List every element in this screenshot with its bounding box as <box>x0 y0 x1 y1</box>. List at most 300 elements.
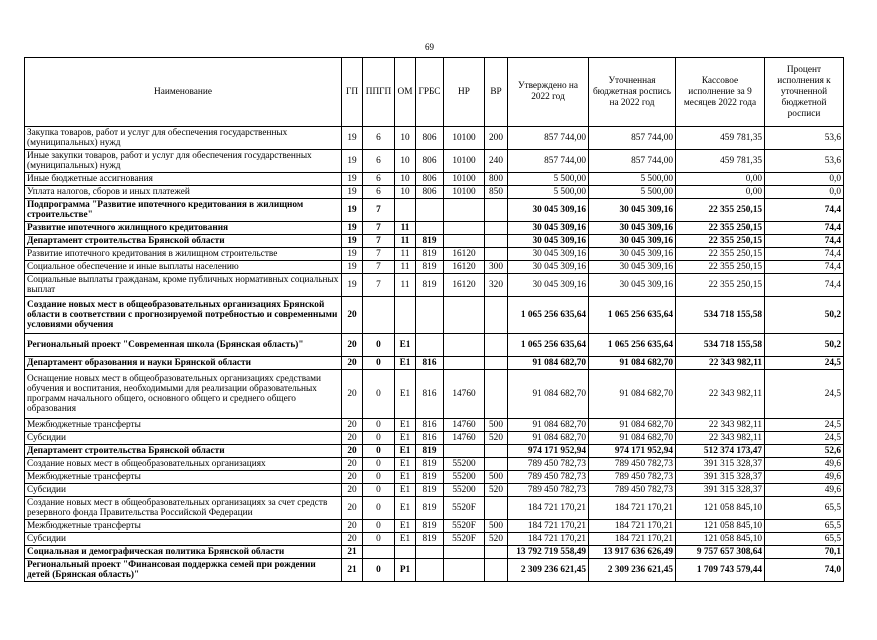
cell-cash: 121 058 845,10 <box>676 520 765 533</box>
cell-percent: 74,4 <box>765 248 844 261</box>
cell-ppgp <box>363 546 395 559</box>
cell-np <box>444 357 485 370</box>
cell-cash: 0,00 <box>676 186 765 199</box>
cell-vr: 320 <box>485 274 508 297</box>
cell-grbs: 806 <box>416 150 444 173</box>
cell-vr <box>485 297 508 334</box>
cell-om: E1 <box>395 419 416 432</box>
cell-np: 55200 <box>444 484 485 497</box>
cell-approved: 789 450 782,73 <box>508 471 589 484</box>
header-vr: ВР <box>485 58 508 127</box>
cell-percent: 24,5 <box>765 357 844 370</box>
table-row <box>25 546 844 559</box>
cell-approved: 5 500,00 <box>508 186 589 199</box>
cell-grbs: 819 <box>416 235 444 248</box>
cell-grbs <box>416 222 444 235</box>
cell-grbs: 819 <box>416 261 444 274</box>
cell-percent: 24,5 <box>765 370 844 419</box>
cell-cash: 121 058 845,10 <box>676 533 765 546</box>
cell-cash: 534 718 155,58 <box>676 334 765 357</box>
table-row <box>25 297 844 334</box>
cell-np <box>444 559 485 582</box>
cell-percent: 49,6 <box>765 471 844 484</box>
table-row <box>25 419 844 432</box>
table-row <box>25 357 844 370</box>
cell-om: E1 <box>395 370 416 419</box>
cell-om: 11 <box>395 235 416 248</box>
cell-cash: 22 355 250,15 <box>676 274 765 297</box>
cell-approved: 857 744,00 <box>508 150 589 173</box>
cell-np <box>444 199 485 222</box>
table-header-row <box>25 58 844 127</box>
cell-cash: 22 343 982,11 <box>676 419 765 432</box>
cell-percent: 74,4 <box>765 199 844 222</box>
cell-refined: 13 917 636 626,49 <box>589 546 676 559</box>
cell-grbs <box>416 559 444 582</box>
cell-name: Создание новых мест в общеобразовательных организациях <box>25 458 342 471</box>
cell-om: E1 <box>395 357 416 370</box>
cell-percent: 50,2 <box>765 297 844 334</box>
cell-ppgp: 0 <box>363 334 395 357</box>
cell-cash: 512 374 173,47 <box>676 445 765 458</box>
table-row <box>25 186 844 199</box>
cell-refined: 857 744,00 <box>589 127 676 150</box>
cell-om: 10 <box>395 173 416 186</box>
cell-grbs: 819 <box>416 497 444 520</box>
cell-vr <box>485 445 508 458</box>
header-gp: ГП <box>342 58 363 127</box>
cell-om: E1 <box>395 458 416 471</box>
cell-approved: 789 450 782,73 <box>508 458 589 471</box>
cell-gp: 20 <box>342 370 363 419</box>
cell-np: 14760 <box>444 432 485 445</box>
cell-cash: 22 355 250,15 <box>676 235 765 248</box>
header-name: Наименование <box>25 58 342 127</box>
cell-approved: 789 450 782,73 <box>508 484 589 497</box>
table-row <box>25 471 844 484</box>
cell-approved: 5 500,00 <box>508 173 589 186</box>
cell-approved: 30 045 309,16 <box>508 248 589 261</box>
cell-refined: 91 084 682,70 <box>589 357 676 370</box>
cell-refined: 30 045 309,16 <box>589 235 676 248</box>
cell-refined: 184 721 170,21 <box>589 497 676 520</box>
cell-vr: 500 <box>485 520 508 533</box>
header-percent: Процент исполнения к уточненной бюджетной росписи <box>765 58 844 127</box>
cell-om: P1 <box>395 559 416 582</box>
cell-ppgp: 6 <box>363 150 395 173</box>
cell-approved: 13 792 719 558,49 <box>508 546 589 559</box>
cell-approved: 30 045 309,16 <box>508 199 589 222</box>
cell-ppgp: 7 <box>363 274 395 297</box>
table-row <box>25 559 844 582</box>
cell-name: Департамент строительства Брянской области <box>25 445 342 458</box>
cell-ppgp: 0 <box>363 484 395 497</box>
cell-gp: 19 <box>342 173 363 186</box>
cell-name: Создание новых мест в общеобразовательных организациях за счет средств резервного фонда Правительства Российской Федерации <box>25 497 342 520</box>
cell-refined: 2 309 236 621,45 <box>589 559 676 582</box>
cell-grbs: 819 <box>416 471 444 484</box>
cell-name: Межбюджетные трансферты <box>25 471 342 484</box>
cell-grbs: 819 <box>416 445 444 458</box>
cell-grbs: 819 <box>416 248 444 261</box>
cell-om: E1 <box>395 432 416 445</box>
header-grbs: ГРБС <box>416 58 444 127</box>
cell-vr: 850 <box>485 186 508 199</box>
cell-gp: 20 <box>342 520 363 533</box>
cell-ppgp: 0 <box>363 458 395 471</box>
cell-np: 5520F <box>444 533 485 546</box>
table-row <box>25 274 844 297</box>
cell-om: 10 <box>395 150 416 173</box>
cell-vr <box>485 497 508 520</box>
cell-ppgp: 0 <box>363 559 395 582</box>
cell-percent: 24,5 <box>765 419 844 432</box>
cell-np: 55200 <box>444 471 485 484</box>
cell-gp: 19 <box>342 274 363 297</box>
cell-refined: 30 045 309,16 <box>589 248 676 261</box>
cell-refined: 30 045 309,16 <box>589 274 676 297</box>
table-row <box>25 533 844 546</box>
cell-om: 11 <box>395 261 416 274</box>
header-np: НР <box>444 58 485 127</box>
cell-percent: 53,6 <box>765 127 844 150</box>
cell-name: Межбюджетные трансферты <box>25 520 342 533</box>
cell-vr: 300 <box>485 261 508 274</box>
cell-ppgp: 0 <box>363 357 395 370</box>
cell-cash: 22 355 250,15 <box>676 261 765 274</box>
cell-np <box>444 297 485 334</box>
cell-percent: 0,0 <box>765 173 844 186</box>
cell-percent: 74,4 <box>765 222 844 235</box>
cell-np: 14760 <box>444 370 485 419</box>
cell-vr: 200 <box>485 127 508 150</box>
cell-name: Субсидии <box>25 484 342 497</box>
cell-cash: 1 709 743 579,44 <box>676 559 765 582</box>
cell-np: 10100 <box>444 186 485 199</box>
cell-percent: 65,5 <box>765 497 844 520</box>
cell-approved: 1 065 256 635,64 <box>508 297 589 334</box>
cell-approved: 91 084 682,70 <box>508 419 589 432</box>
cell-ppgp: 0 <box>363 471 395 484</box>
cell-percent: 74,0 <box>765 559 844 582</box>
cell-percent: 70,1 <box>765 546 844 559</box>
cell-refined: 5 500,00 <box>589 173 676 186</box>
budget-execution-table <box>24 57 844 582</box>
cell-cash: 0,00 <box>676 173 765 186</box>
cell-percent: 74,4 <box>765 261 844 274</box>
cell-percent: 74,4 <box>765 235 844 248</box>
cell-np <box>444 445 485 458</box>
cell-percent: 0,0 <box>765 186 844 199</box>
cell-om <box>395 297 416 334</box>
cell-refined: 789 450 782,73 <box>589 471 676 484</box>
cell-gp: 21 <box>342 546 363 559</box>
cell-name: Межбюджетные трансферты <box>25 419 342 432</box>
cell-om <box>395 546 416 559</box>
cell-np: 14760 <box>444 419 485 432</box>
cell-om: 11 <box>395 248 416 261</box>
cell-vr <box>485 199 508 222</box>
header-refined: Уточненная бюджетная роспись на 2022 год <box>589 58 676 127</box>
cell-refined: 5 500,00 <box>589 186 676 199</box>
cell-grbs <box>416 297 444 334</box>
cell-name: Развитие ипотечного кредитования в жилищном строительстве <box>25 248 342 261</box>
cell-om: 11 <box>395 274 416 297</box>
cell-grbs: 819 <box>416 458 444 471</box>
cell-grbs: 806 <box>416 173 444 186</box>
cell-cash: 22 343 982,11 <box>676 432 765 445</box>
cell-name: Департамент строительства Брянской области <box>25 235 342 248</box>
table-row <box>25 235 844 248</box>
page-number: 69 <box>425 42 434 52</box>
cell-grbs: 816 <box>416 432 444 445</box>
cell-grbs: 819 <box>416 520 444 533</box>
cell-vr: 520 <box>485 432 508 445</box>
cell-name: Закупка товаров, работ и услуг для обеспечения государственных (муниципальных) нужд <box>25 127 342 150</box>
table-row <box>25 261 844 274</box>
cell-gp: 20 <box>342 432 363 445</box>
cell-name: Департамент образования и науки Брянской области <box>25 357 342 370</box>
cell-np: 5520F <box>444 520 485 533</box>
cell-om: E1 <box>395 497 416 520</box>
cell-vr: 520 <box>485 533 508 546</box>
cell-grbs: 819 <box>416 484 444 497</box>
cell-np: 10100 <box>444 173 485 186</box>
cell-om: E1 <box>395 445 416 458</box>
cell-np: 5520F <box>444 497 485 520</box>
cell-ppgp: 7 <box>363 199 395 222</box>
cell-refined: 91 084 682,70 <box>589 432 676 445</box>
table-row <box>25 173 844 186</box>
cell-grbs: 819 <box>416 533 444 546</box>
cell-name: Иные закупки товаров, работ и услуг для обеспечения государственных (муниципальных) нужд <box>25 150 342 173</box>
table-row <box>25 497 844 520</box>
cell-np: 16120 <box>444 248 485 261</box>
cell-name: Социальная и демографическая политика Брянской области <box>25 546 342 559</box>
cell-refined: 30 045 309,16 <box>589 261 676 274</box>
cell-ppgp: 7 <box>363 222 395 235</box>
table-row <box>25 432 844 445</box>
cell-approved: 30 045 309,16 <box>508 261 589 274</box>
cell-gp: 20 <box>342 471 363 484</box>
cell-cash: 22 343 982,11 <box>676 370 765 419</box>
cell-cash: 459 781,35 <box>676 127 765 150</box>
cell-gp: 19 <box>342 127 363 150</box>
table-row <box>25 248 844 261</box>
cell-om: 11 <box>395 222 416 235</box>
cell-vr: 800 <box>485 173 508 186</box>
header-ppgp: ППГП <box>363 58 395 127</box>
cell-cash: 459 781,35 <box>676 150 765 173</box>
cell-approved: 184 721 170,21 <box>508 533 589 546</box>
cell-ppgp: 0 <box>363 520 395 533</box>
header-om: ОМ <box>395 58 416 127</box>
cell-gp: 20 <box>342 334 363 357</box>
cell-percent: 50,2 <box>765 334 844 357</box>
header-cash: Кассовое исполнение за 9 месяцев 2022 года <box>676 58 765 127</box>
cell-cash: 22 355 250,15 <box>676 199 765 222</box>
cell-percent: 65,5 <box>765 533 844 546</box>
cell-vr <box>485 546 508 559</box>
cell-refined: 789 450 782,73 <box>589 484 676 497</box>
table-row <box>25 199 844 222</box>
cell-cash: 391 315 328,37 <box>676 484 765 497</box>
cell-name: Региональный проект "Финансовая поддержка семей при рождении детей (Брянская область)" <box>25 559 342 582</box>
cell-ppgp: 7 <box>363 235 395 248</box>
cell-refined: 1 065 256 635,64 <box>589 297 676 334</box>
cell-ppgp: 0 <box>363 419 395 432</box>
table-row <box>25 484 844 497</box>
cell-percent: 65,5 <box>765 520 844 533</box>
cell-om: E1 <box>395 471 416 484</box>
cell-approved: 974 171 952,94 <box>508 445 589 458</box>
table-row <box>25 150 844 173</box>
cell-ppgp: 7 <box>363 248 395 261</box>
cell-ppgp: 0 <box>363 497 395 520</box>
cell-ppgp: 6 <box>363 127 395 150</box>
cell-cash: 22 355 250,15 <box>676 248 765 261</box>
table-body <box>25 127 844 582</box>
cell-percent: 52,6 <box>765 445 844 458</box>
cell-vr <box>485 357 508 370</box>
cell-name: Субсидии <box>25 533 342 546</box>
cell-percent: 74,4 <box>765 274 844 297</box>
cell-name: Субсидии <box>25 432 342 445</box>
cell-grbs: 806 <box>416 127 444 150</box>
cell-vr: 520 <box>485 484 508 497</box>
cell-grbs <box>416 546 444 559</box>
cell-refined: 184 721 170,21 <box>589 520 676 533</box>
cell-grbs: 816 <box>416 357 444 370</box>
cell-om <box>395 199 416 222</box>
cell-approved: 30 045 309,16 <box>508 222 589 235</box>
cell-cash: 9 757 657 308,64 <box>676 546 765 559</box>
cell-gp: 19 <box>342 235 363 248</box>
cell-np <box>444 334 485 357</box>
cell-approved: 91 084 682,70 <box>508 432 589 445</box>
cell-vr <box>485 559 508 582</box>
cell-cash: 534 718 155,58 <box>676 297 765 334</box>
cell-om: E1 <box>395 520 416 533</box>
cell-vr <box>485 222 508 235</box>
cell-gp: 19 <box>342 199 363 222</box>
cell-om: 10 <box>395 186 416 199</box>
cell-name: Создание новых мест в общеобразовательных организациях Брянской области в соответствии с прогнозируемой потребностью и современными условиями обучения <box>25 297 342 334</box>
cell-np: 10100 <box>444 127 485 150</box>
header-approved: Утверждено на 2022 год <box>508 58 589 127</box>
cell-name: Уплата налогов, сборов и иных платежей <box>25 186 342 199</box>
cell-name: Социальное обеспечение и иные выплаты населению <box>25 261 342 274</box>
cell-gp: 20 <box>342 533 363 546</box>
cell-vr <box>485 248 508 261</box>
cell-approved: 184 721 170,21 <box>508 497 589 520</box>
cell-approved: 30 045 309,16 <box>508 274 589 297</box>
cell-refined: 1 065 256 635,64 <box>589 334 676 357</box>
cell-gp: 19 <box>342 186 363 199</box>
cell-approved: 91 084 682,70 <box>508 357 589 370</box>
cell-cash: 121 058 845,10 <box>676 497 765 520</box>
table-row <box>25 334 844 357</box>
cell-gp: 19 <box>342 150 363 173</box>
cell-approved: 184 721 170,21 <box>508 520 589 533</box>
cell-gp: 20 <box>342 484 363 497</box>
cell-refined: 184 721 170,21 <box>589 533 676 546</box>
cell-vr <box>485 458 508 471</box>
cell-grbs: 819 <box>416 274 444 297</box>
cell-cash: 22 355 250,15 <box>676 222 765 235</box>
cell-grbs: 816 <box>416 370 444 419</box>
cell-name: Социальные выплаты гражданам, кроме публичных нормативных социальных выплат <box>25 274 342 297</box>
cell-refined: 91 084 682,70 <box>589 419 676 432</box>
cell-ppgp: 0 <box>363 432 395 445</box>
cell-percent: 53,6 <box>765 150 844 173</box>
cell-percent: 49,6 <box>765 484 844 497</box>
cell-gp: 20 <box>342 445 363 458</box>
cell-grbs: 806 <box>416 186 444 199</box>
table-row <box>25 222 844 235</box>
cell-name: Оснащение новых мест в общеобразовательных организациях средствами обучения и воспитания, необходимыми для реализации образовательных программ начального общего, основного общего и среднего общего образования <box>25 370 342 419</box>
cell-om: E1 <box>395 334 416 357</box>
cell-np: 55200 <box>444 458 485 471</box>
cell-om: E1 <box>395 484 416 497</box>
cell-np <box>444 546 485 559</box>
table-row <box>25 127 844 150</box>
cell-np <box>444 235 485 248</box>
cell-ppgp: 0 <box>363 445 395 458</box>
cell-name: Подпрограмма "Развитие ипотечного кредитования в жилищном строительстве" <box>25 199 342 222</box>
cell-grbs: 816 <box>416 419 444 432</box>
cell-ppgp: 6 <box>363 186 395 199</box>
cell-name: Иные бюджетные ассигнования <box>25 173 342 186</box>
cell-vr: 240 <box>485 150 508 173</box>
cell-refined: 30 045 309,16 <box>589 199 676 222</box>
cell-vr <box>485 235 508 248</box>
table-row <box>25 520 844 533</box>
cell-vr: 500 <box>485 419 508 432</box>
cell-percent: 49,6 <box>765 458 844 471</box>
cell-approved: 857 744,00 <box>508 127 589 150</box>
cell-ppgp: 7 <box>363 261 395 274</box>
cell-cash: 22 343 982,11 <box>676 357 765 370</box>
cell-ppgp <box>363 297 395 334</box>
table-row <box>25 458 844 471</box>
cell-vr: 500 <box>485 471 508 484</box>
cell-refined: 30 045 309,16 <box>589 222 676 235</box>
cell-refined: 789 450 782,73 <box>589 458 676 471</box>
cell-ppgp: 0 <box>363 533 395 546</box>
cell-approved: 91 084 682,70 <box>508 370 589 419</box>
cell-name: Развитие ипотечного жилищного кредитования <box>25 222 342 235</box>
cell-gp: 19 <box>342 248 363 261</box>
cell-gp: 19 <box>342 222 363 235</box>
cell-np: 16120 <box>444 261 485 274</box>
cell-refined: 974 171 952,94 <box>589 445 676 458</box>
cell-gp: 20 <box>342 297 363 334</box>
cell-gp: 20 <box>342 419 363 432</box>
cell-approved: 30 045 309,16 <box>508 235 589 248</box>
table-row <box>25 370 844 419</box>
cell-vr <box>485 334 508 357</box>
cell-percent: 24,5 <box>765 432 844 445</box>
cell-gp: 21 <box>342 559 363 582</box>
cell-ppgp: 0 <box>363 370 395 419</box>
cell-gp: 19 <box>342 261 363 274</box>
cell-approved: 1 065 256 635,64 <box>508 334 589 357</box>
cell-grbs <box>416 199 444 222</box>
cell-ppgp: 6 <box>363 173 395 186</box>
table-row <box>25 445 844 458</box>
cell-gp: 20 <box>342 357 363 370</box>
